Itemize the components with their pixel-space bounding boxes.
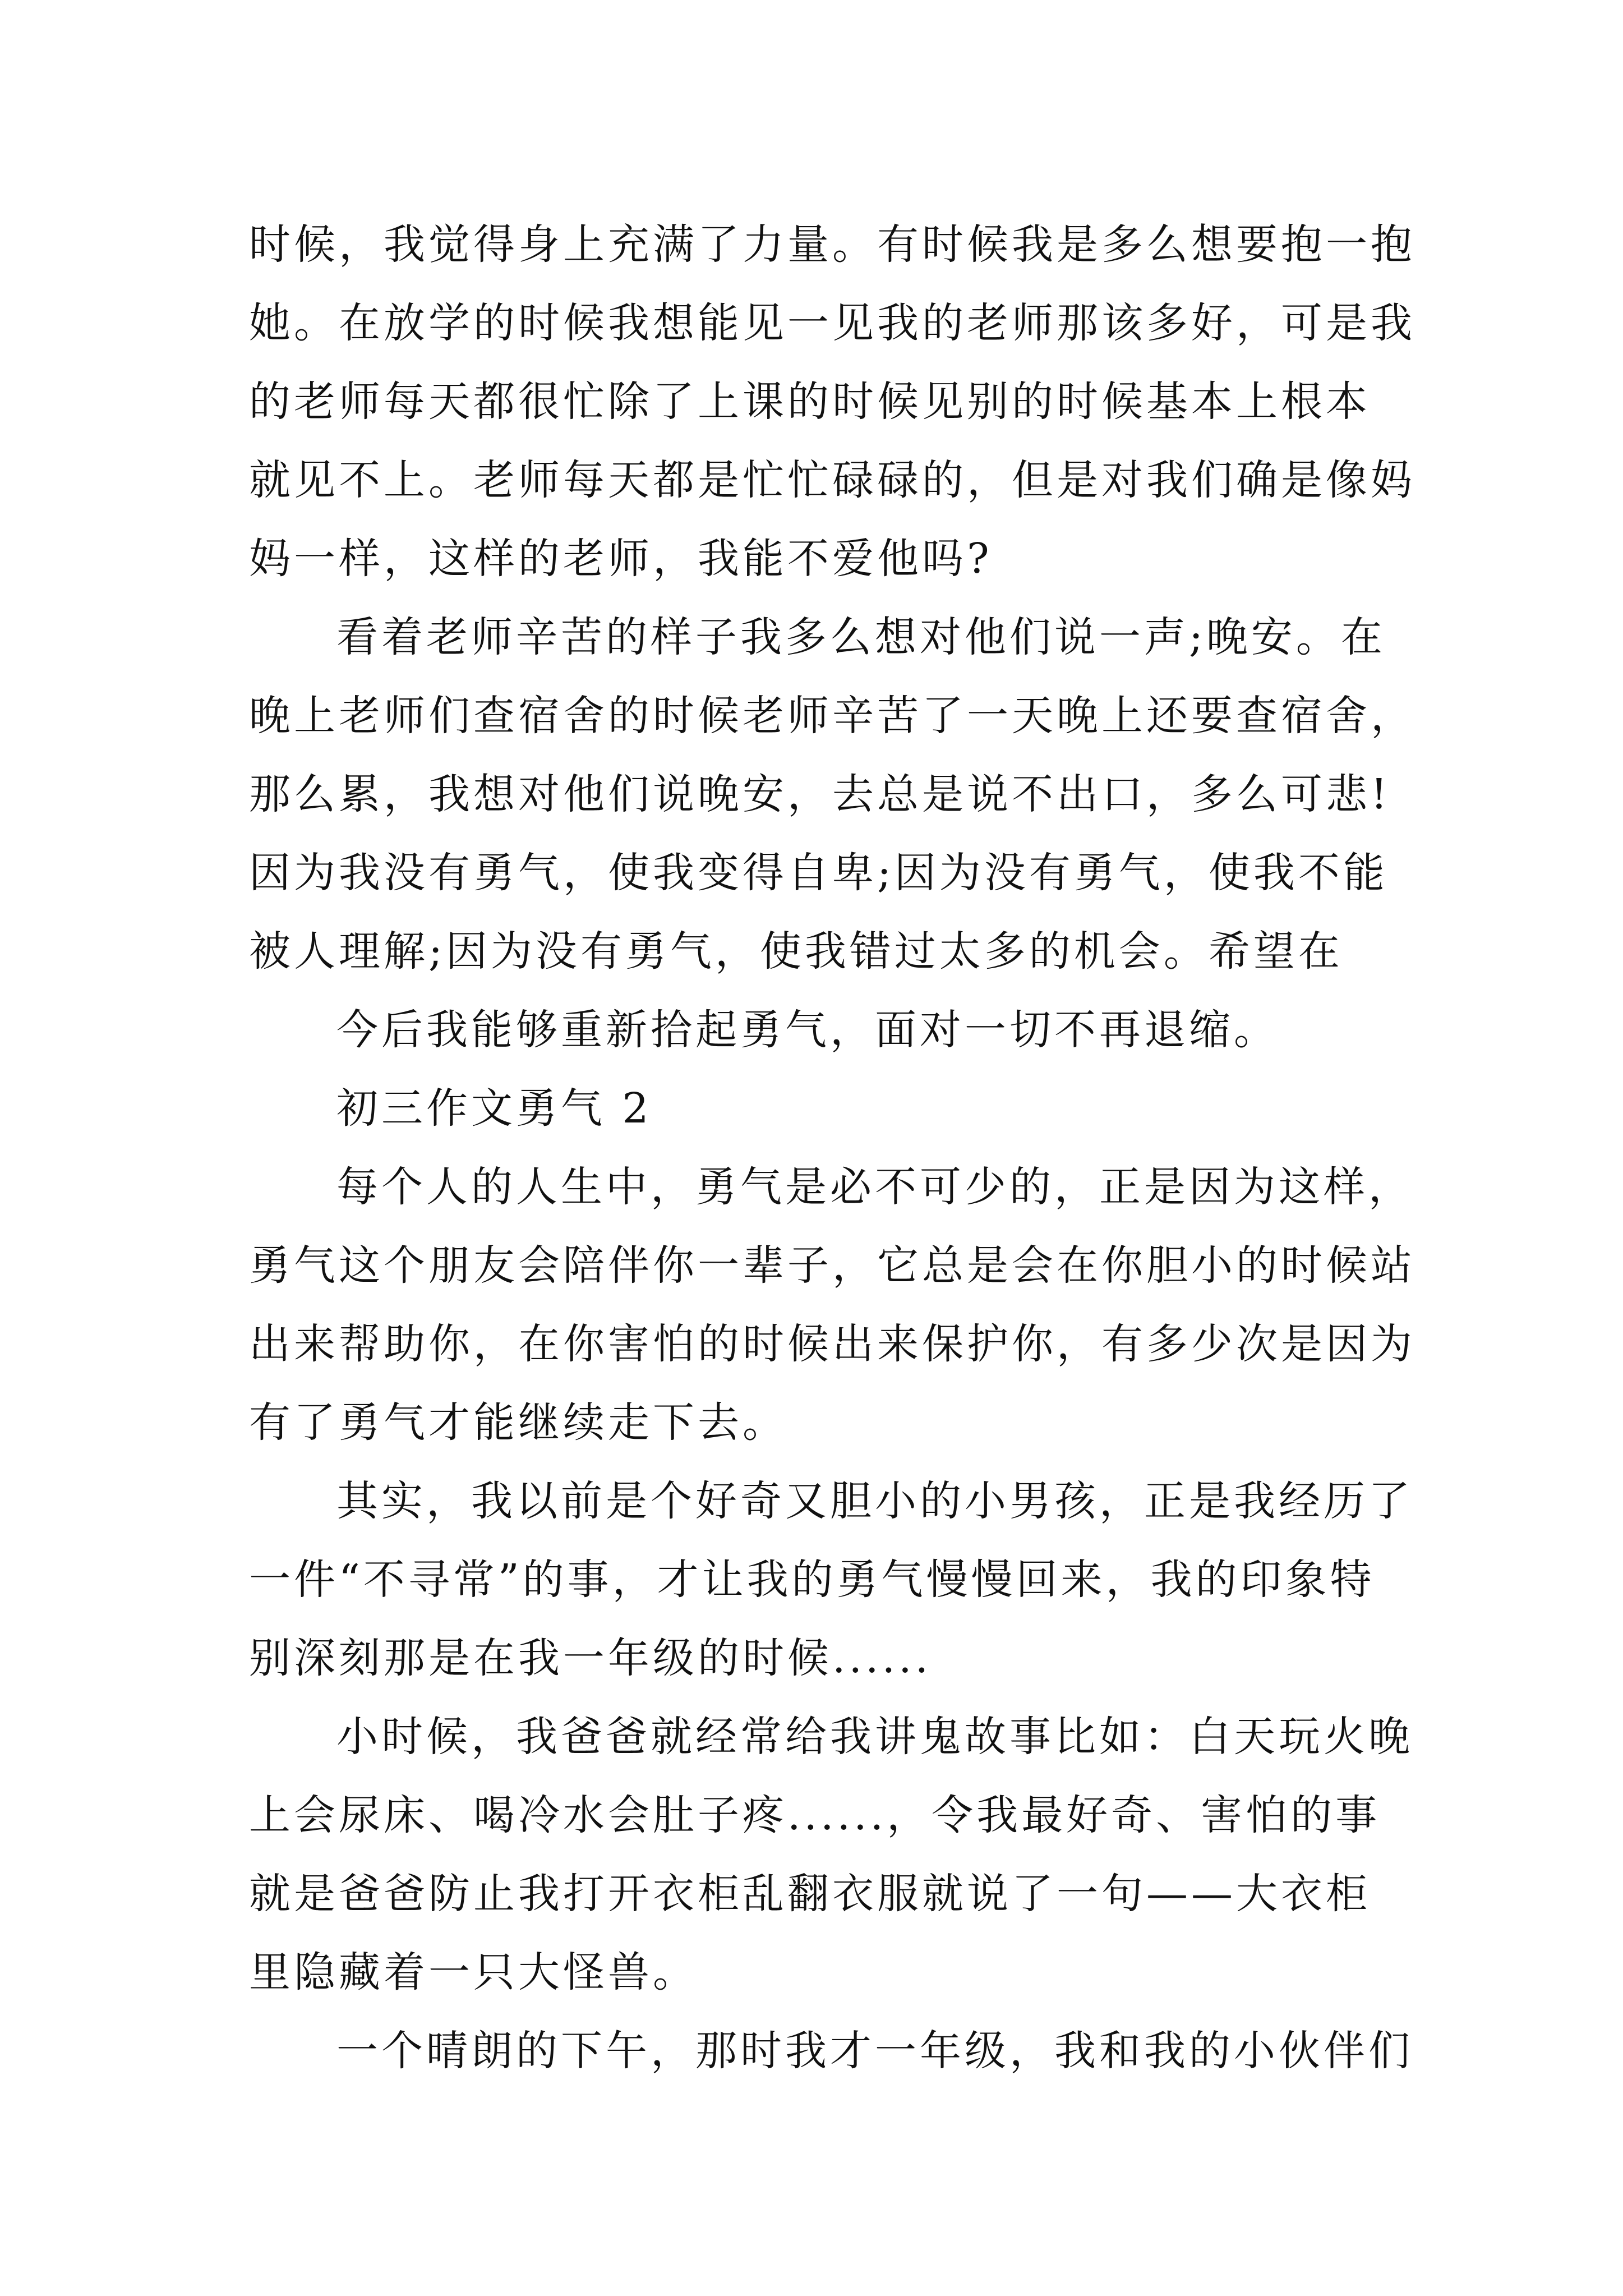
paragraph-start-line: 今后我能够重新拾起勇气，面对一切不再退缩。 xyxy=(336,1006,1279,1054)
text-line: 的老师每天都很忙除了上课的时候见别的时候基本上根本 xyxy=(249,378,1371,426)
text-line: 就见不上。老师每天都是忙忙碌碌的，但是对我们确是像妈 xyxy=(249,456,1415,504)
text-line: 妈一样，这样的老师，我能不爱他吗? xyxy=(249,535,993,583)
paragraph-start-line: 一个晴朗的下午，那时我才一年级，我和我的小伙伴们 xyxy=(336,2027,1413,2075)
text-line: 她。在放学的时候我想能见一见我的老师那该多好，可是我 xyxy=(249,299,1415,347)
paragraph-start-line: 小时候，我爸爸就经常给我讲鬼故事比如：白天玩火晚 xyxy=(336,1713,1413,1761)
text-line: 那么累，我想对他们说晚安，去总是说不出口，多么可悲! xyxy=(249,770,1391,818)
paragraph-start-line: 其实，我以前是个好奇又胆小的小男孩，正是我经历了 xyxy=(336,1477,1413,1525)
text-line: 就是爸爸防止我打开衣柜乱翻衣服就说了一句——大衣柜 xyxy=(249,1870,1371,1918)
text-line: 一件“不寻常”的事，才让我的勇气慢慢回来，我的印象特 xyxy=(249,1556,1375,1604)
text-line: 出来帮助你，在你害怕的时候出来保护你，有多少次是因为 xyxy=(249,1320,1415,1368)
text-line: 被人理解;因为没有勇气，使我错过太多的机会。希望在 xyxy=(249,927,1343,976)
text-line: 时候，我觉得身上充满了力量。有时候我是多么想要抱一抱 xyxy=(249,220,1415,269)
text-line: 晚上老师们查宿舍的时候老师辛苦了一天晚上还要查宿舍， xyxy=(249,692,1415,740)
text-line: 上会尿床、喝冷水会肚子疼......，令我最好奇、害怕的事 xyxy=(249,1791,1381,1839)
text-line: 有了勇气才能继续走下去。 xyxy=(249,1398,787,1447)
text-line: 别深刻那是在我一年级的时候...... xyxy=(249,1634,932,1682)
paragraph-start-line: 每个人的人生中，勇气是必不可少的，正是因为这样， xyxy=(336,1163,1413,1211)
text-line: 勇气这个朋友会陪伴你一辈子，它总是会在你胆小的时候站 xyxy=(249,1241,1415,1290)
text-line: 里隐藏着一只大怪兽。 xyxy=(249,1948,698,1996)
text-line: 因为我没有勇气，使我变得自卑;因为没有勇气，使我不能 xyxy=(249,849,1388,897)
section-heading: 初三作文勇气 2 xyxy=(336,1084,652,1133)
paragraph-start-line: 看着老师辛苦的样子我多么想对他们说一声;晚安。在 xyxy=(336,613,1386,661)
